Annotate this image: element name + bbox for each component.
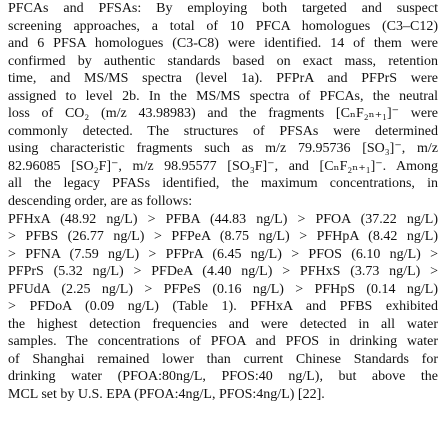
text-line: time, and MS/MS spectra (level 1a). PFPrA and PFPrS were — [8, 71, 438, 87]
text-line: assigned to level 2b. In the MS/MS spectra of PFCAs, the neutral — [8, 88, 438, 104]
text-line: loss of CO₂ (m/z 43.98983) and the fragments [CₙF₂ₙ₊₁]⁻ were — [8, 106, 438, 122]
text-line: > PFDoA (0.09 ng/L) (Table 1). PFHxA and PFBS exhibited — [8, 299, 438, 315]
text-line: using characteristic fragments such as m/z 79.95736 [SO₃]⁻, m/z — [8, 141, 438, 157]
text-line: > PFBS (26.77 ng/L) > PFPeA (8.75 ng/L) > PFHpA (8.42 ng/L) — [8, 229, 438, 245]
text-line: MCL set by U.S. EPA (PFOA:4ng/L, PFOS:4ng/L) [22]. — [8, 387, 325, 403]
text-line: and 6 PFSA homologues (C3-C8) were identified. 14 of them were — [8, 36, 438, 52]
text-line: PFHxA (48.92 ng/L) > PFBA (44.83 ng/L) > PFOA (37.22 ng/L) — [8, 211, 438, 227]
text-line: all the legacy PFASs identified, the maximum concentrations, in — [8, 176, 438, 192]
text-line: screening approaches, a total of 10 PFCA homologues (C3–C12) — [8, 18, 438, 34]
text-line: PFCAs and PFSAs: By employing both targeted and suspect — [8, 1, 438, 16]
body-paragraph — [8, 0, 438, 404]
text-line: descending order, are as follows: — [8, 194, 193, 210]
text-line: PFPrS (5.32 ng/L) > PFDeA (4.40 ng/L) > PFHxS (3.73 ng/L) > — [8, 264, 438, 280]
text-line: confirmed by authentic standards based on exact mass, retention — [8, 53, 438, 69]
text-line: drinking water (PFOA:80ng/L, PFOS:40 ng/L), but above the — [8, 369, 438, 385]
text-line: the highest detection frequencies and were detected in all water — [8, 316, 438, 332]
text-line: samples. The concentrations of PFOA and PFOS in drinking water — [8, 334, 438, 350]
text-line: > PFNA (7.59 ng/L) > PFPrA (6.45 ng/L) > PFOS (6.10 ng/L) > — [8, 246, 438, 262]
text-line: commonly detected. The structures of PFSAs were determined — [8, 123, 438, 139]
text-line: 82.96085 [SO₂F]⁻, m/z 98.95577 [SO₃F]⁻, and [CₙF₂ₙ₊₁]⁻. Among — [8, 158, 438, 174]
text-line: of Shanghai remained lower than current Chinese Standards for — [8, 351, 438, 367]
text-line: PFUdA (2.25 ng/L) > PFPeS (0.16 ng/L) > PFHpS (0.14 ng/L) — [8, 281, 438, 297]
